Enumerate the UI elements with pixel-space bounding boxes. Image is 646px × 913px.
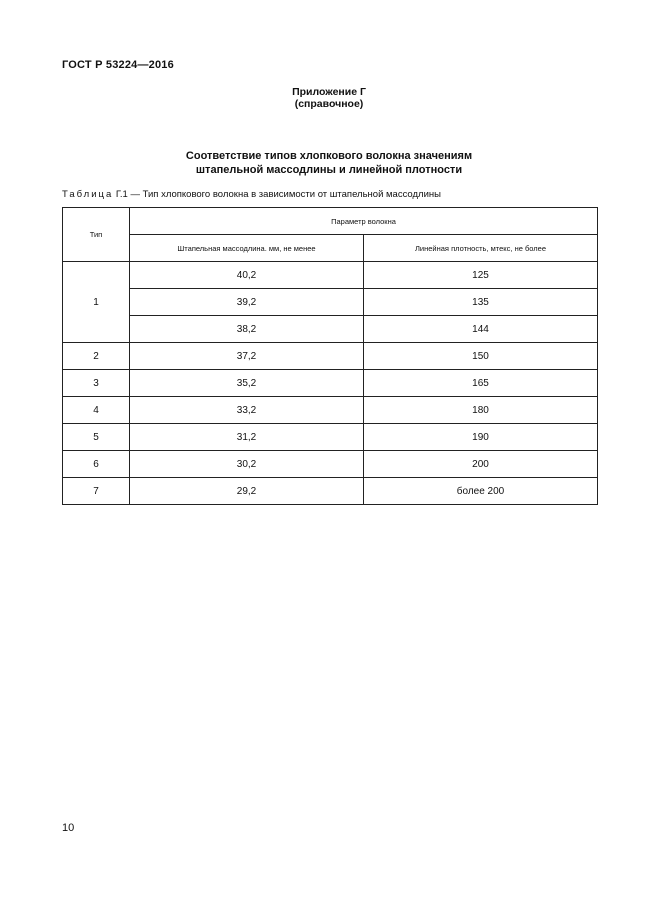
table-row: [63, 478, 598, 505]
appendix-title: Приложение Г: [292, 86, 366, 98]
document-title-line-1: Соответствие типов хлопкового волокна значениям: [185, 150, 473, 162]
standard-code: ГОСТ Р 53224—2016: [62, 59, 174, 71]
cell-type: 2: [63, 343, 130, 370]
cell-length: 38,2: [130, 316, 364, 343]
cell-density: 200: [364, 451, 598, 478]
cell-density: более 200: [364, 478, 598, 505]
table-row: [63, 262, 598, 289]
appendix-kind: (справочное): [294, 98, 364, 110]
header-parameter-group: Параметр волокна: [130, 208, 598, 235]
table-caption-number: Г.1: [115, 189, 128, 200]
header-staple-length: Штапельная массодлина. мм, не менее: [130, 235, 364, 262]
table-row: [63, 316, 598, 343]
cell-density: 144: [364, 316, 598, 343]
table-row: [63, 370, 598, 397]
appendix-heading: [0, 86, 646, 110]
cell-length: 39,2: [130, 289, 364, 316]
table-caption-text: — Тип хлопкового волокна в зависимости от штапельной массодлины: [127, 189, 441, 200]
table-row: [63, 451, 598, 478]
document-title: [0, 150, 646, 177]
fiber-type-table: [62, 207, 598, 505]
cell-length: 29,2: [130, 478, 364, 505]
cell-density: 135: [364, 289, 598, 316]
cell-length: 37,2: [130, 343, 364, 370]
cell-length: 35,2: [130, 370, 364, 397]
cell-type: 5: [63, 424, 130, 451]
table-row: [63, 424, 598, 451]
document-title-line-2: штапельной массодлины и линейной плотности: [195, 163, 463, 176]
header-linear-density: Линейная плотность, мтекс, не более: [364, 235, 598, 262]
cell-length: 30,2: [130, 451, 364, 478]
cell-type: 4: [63, 397, 130, 424]
cell-type: 6: [63, 451, 130, 478]
cell-density: 180: [364, 397, 598, 424]
cell-length: 31,2: [130, 424, 364, 451]
header-type: Тип: [63, 208, 130, 262]
cell-type: 3: [63, 370, 130, 397]
cell-type: 1: [63, 262, 130, 343]
cell-density: 125: [364, 262, 598, 289]
table-row: [63, 289, 598, 316]
table-caption: [62, 189, 441, 200]
cell-type: 7: [63, 478, 130, 505]
cell-density: 150: [364, 343, 598, 370]
table-row: [63, 397, 598, 424]
table-row: [63, 343, 598, 370]
cell-density: 190: [364, 424, 598, 451]
table-caption-prefix: Таблица: [62, 189, 114, 200]
cell-length: 33,2: [130, 397, 364, 424]
cell-length: 40,2: [130, 262, 364, 289]
page-number: 10: [62, 822, 75, 834]
cell-density: 165: [364, 370, 598, 397]
